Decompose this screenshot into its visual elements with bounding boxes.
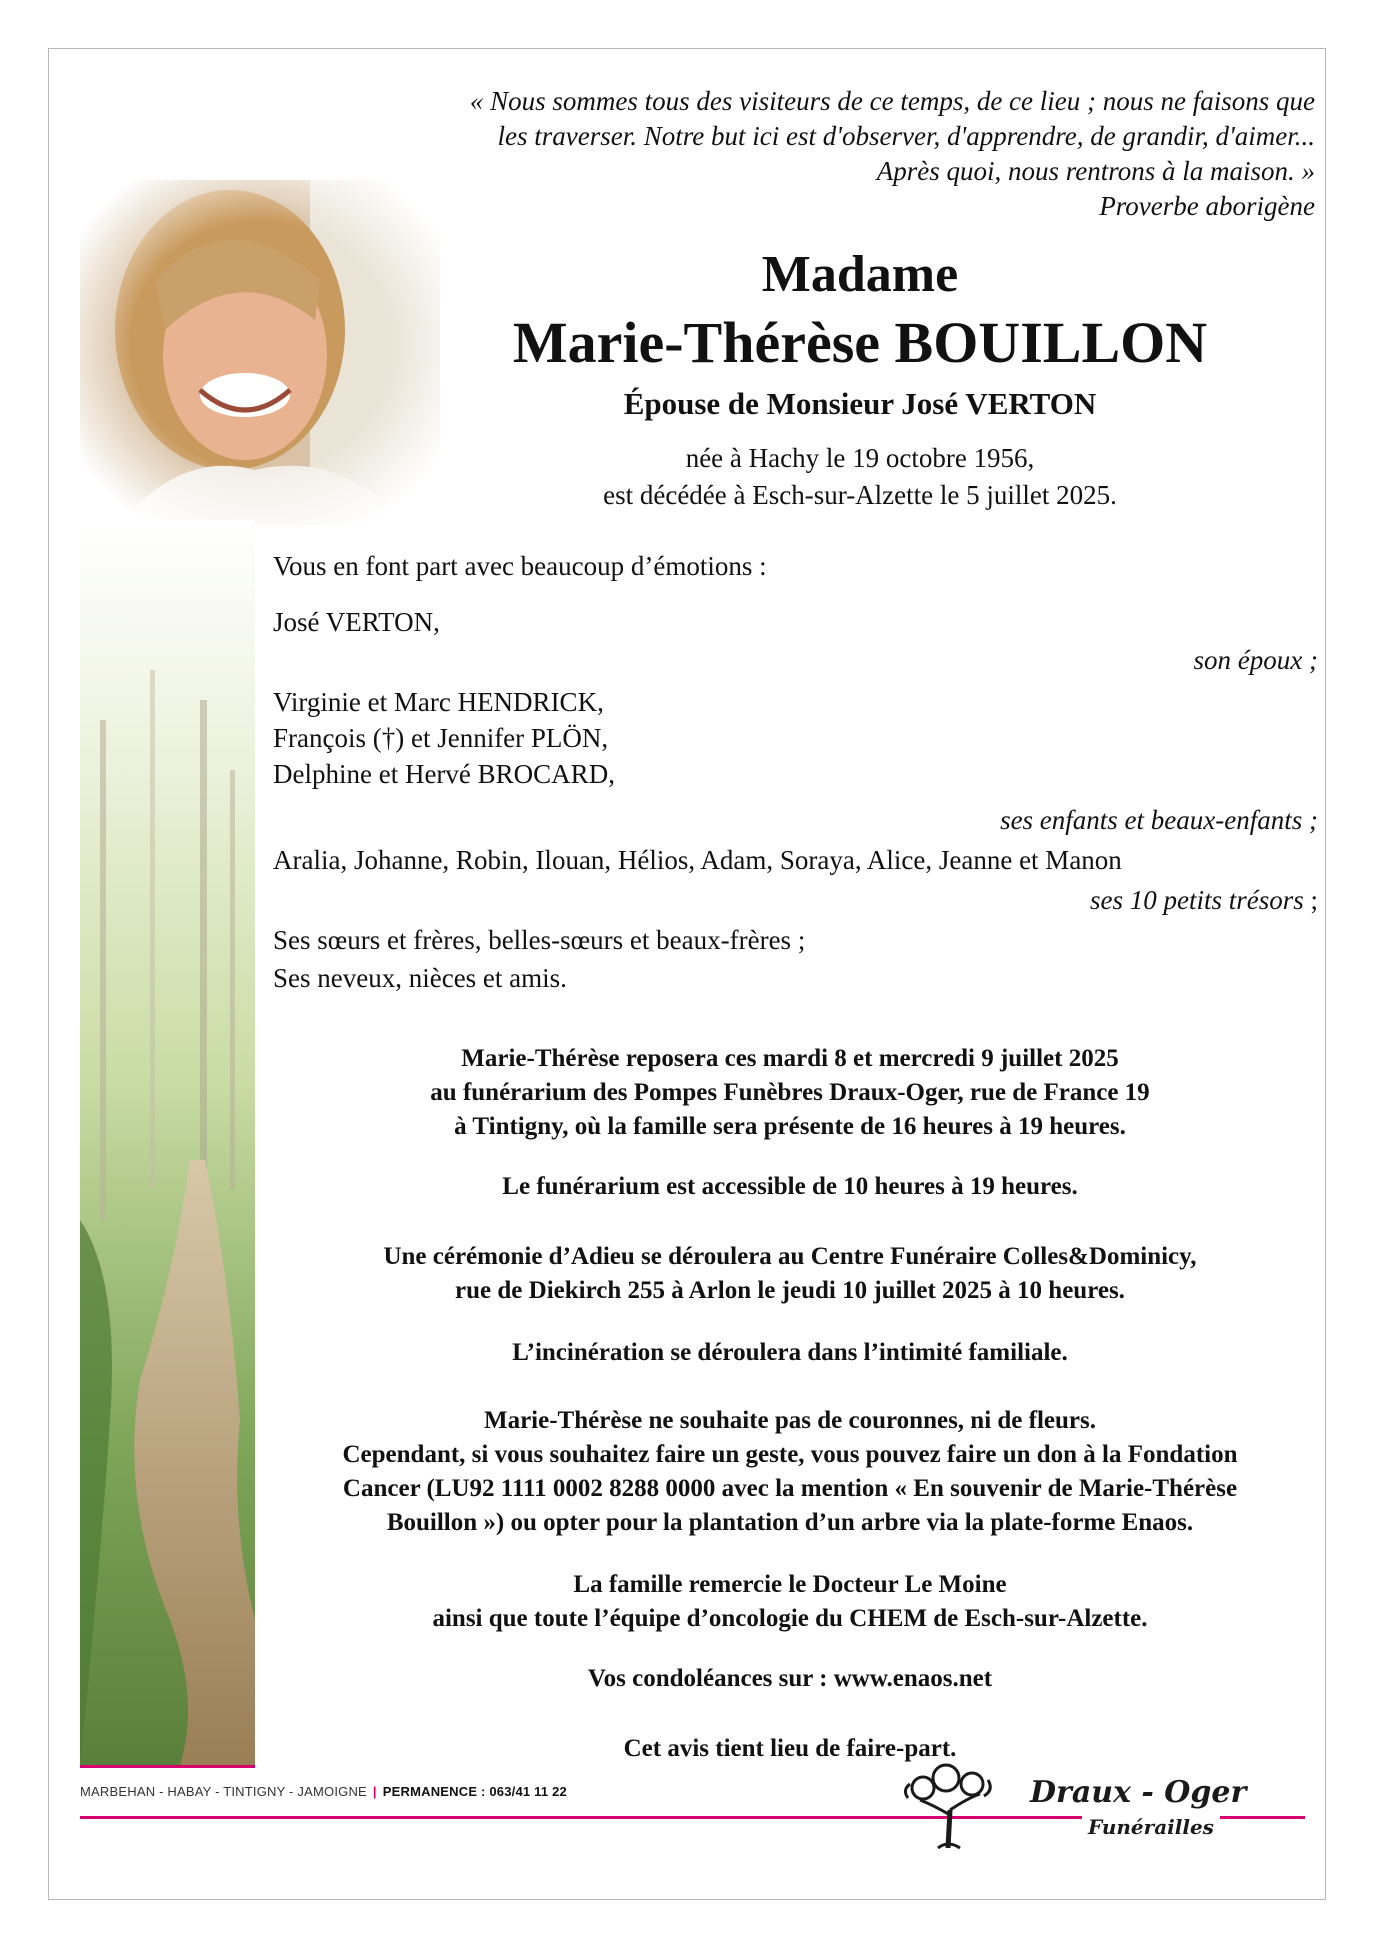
title-prefix: Madame <box>761 246 959 303</box>
donation-line-1: Marie-Thérèse ne souhaite pas de couronnes, ni de fleurs. <box>483 1407 1096 1434</box>
tree-logo-icon <box>898 1760 998 1850</box>
family-intro: Vous en font part avec beaucoup d’émotions : <box>273 551 767 581</box>
access-notice: Le funérarium est accessible de 10 heures à 19 heures. <box>502 1173 1078 1200</box>
closing-notice: Cet avis tient lieu de faire-part. <box>623 1735 957 1762</box>
quote-line-1: « Nous sommes tous des visiteurs de ce temps, de ce lieu ; nous ne faisons que <box>469 86 1315 116</box>
children-role: ses enfants et beaux-enfants ; <box>1000 805 1318 835</box>
visitation-notice <box>285 1042 1295 1144</box>
siblings-line: Ses sœurs et frères, belles-sœurs et beaux-frères ; <box>273 925 806 955</box>
donation-line-4: Bouillon ») ou opter pour la plantation d’un arbre via la plate-forme Enaos. <box>386 1509 1194 1536</box>
spouse-role: son époux ; <box>1193 645 1318 675</box>
ceremony-line-1: Une cérémonie d’Adieu se déroulera au Centre Funéraire Colles&Dominicy, <box>383 1243 1197 1270</box>
grandchildren-role-text: ses 10 petits trésors <box>1089 885 1304 915</box>
birth-line: née à Hachy le 19 octobre 1956, <box>685 443 1035 473</box>
children-list <box>273 684 1318 792</box>
forest-path-image <box>80 520 255 1765</box>
child-1: Virginie et Marc HENDRICK, <box>273 687 604 717</box>
visit-line-2: au funérarium des Pompes Funèbres Draux-Oger, rue de France 19 <box>430 1079 1150 1106</box>
thanks-notice <box>285 1568 1295 1636</box>
life-dates <box>420 440 1300 514</box>
aboriginal-quote <box>330 84 1315 224</box>
thanks-line-2: ainsi que toute l’équipe d’oncologie du CHEM de Esch-sur-Alzette. <box>432 1605 1148 1632</box>
footer-permanence: PERMANENCE : 063/41 11 22 <box>382 1784 567 1799</box>
grandchildren-role-end: ; <box>1303 885 1318 915</box>
brand-name: Draux - Oger <box>1030 1775 1247 1810</box>
quote-line-2: les traverser. Notre but ici est d'observer, d'apprendre, de grandir, d'aimer... <box>497 121 1315 151</box>
others-line: Ses neveux, nièces et amis. <box>273 963 567 993</box>
child-3: Delphine et Hervé BROCARD, <box>273 759 615 789</box>
thanks-line-1: La famille remercie le Docteur Le Moine <box>573 1571 1007 1598</box>
cremation-notice: L’incinération se déroulera dans l’intimité familiale. <box>512 1339 1068 1366</box>
child-2: François (†) et Jennifer PLÖN, <box>273 723 609 753</box>
quote-line-3: Après quoi, nous rentrons à la maison. » <box>876 156 1315 186</box>
footer-contact <box>80 1784 567 1799</box>
grandchildren: Aralia, Johanne, Robin, Ilouan, Hélios, Adam, Soraya, Alice, Jeanne et Manon <box>273 845 1122 875</box>
footer-locations: MARBEHAN - HABAY - TINTIGNY - JAMOIGNE <box>80 1784 367 1799</box>
footer-separator: | <box>372 1784 377 1799</box>
grandchildren-role <box>273 882 1318 918</box>
forest-accent-line <box>80 1765 255 1768</box>
donation-notice <box>285 1404 1295 1540</box>
spouse-line: Épouse de Monsieur José VERTON <box>623 386 1097 421</box>
ceremony-notice <box>285 1240 1295 1308</box>
quote-author: Proverbe aborigène <box>1099 191 1315 221</box>
donation-line-3: Cancer (LU92 1111 0002 8288 0000 avec la mention « En souvenir de Marie-Thérèse <box>342 1475 1238 1502</box>
brand-subtitle: Funérailles <box>1082 1815 1220 1839</box>
condolences-notice: Vos condoléances sur : www.enaos.net <box>587 1665 993 1692</box>
ceremony-line-2: rue de Diekirch 255 à Arlon le jeudi 10 juillet 2025 à 10 heures. <box>455 1277 1125 1304</box>
death-line: est décédée à Esch-sur-Alzette le 5 juillet 2025. <box>603 480 1117 510</box>
donation-line-2: Cependant, si vous souhaitez faire un geste, vous pouvez faire un don à la Fondation <box>342 1441 1238 1468</box>
visit-line-1: Marie-Thérèse reposera ces mardi 8 et mercredi 9 juillet 2025 <box>461 1045 1119 1072</box>
visit-line-3: à Tintigny, où la famille sera présente de 16 heures à 19 heures. <box>454 1113 1126 1140</box>
deceased-name: Marie-Thérèse BOUILLON <box>512 310 1208 375</box>
spouse-name: José VERTON, <box>273 607 440 637</box>
portrait-photo <box>80 180 440 525</box>
